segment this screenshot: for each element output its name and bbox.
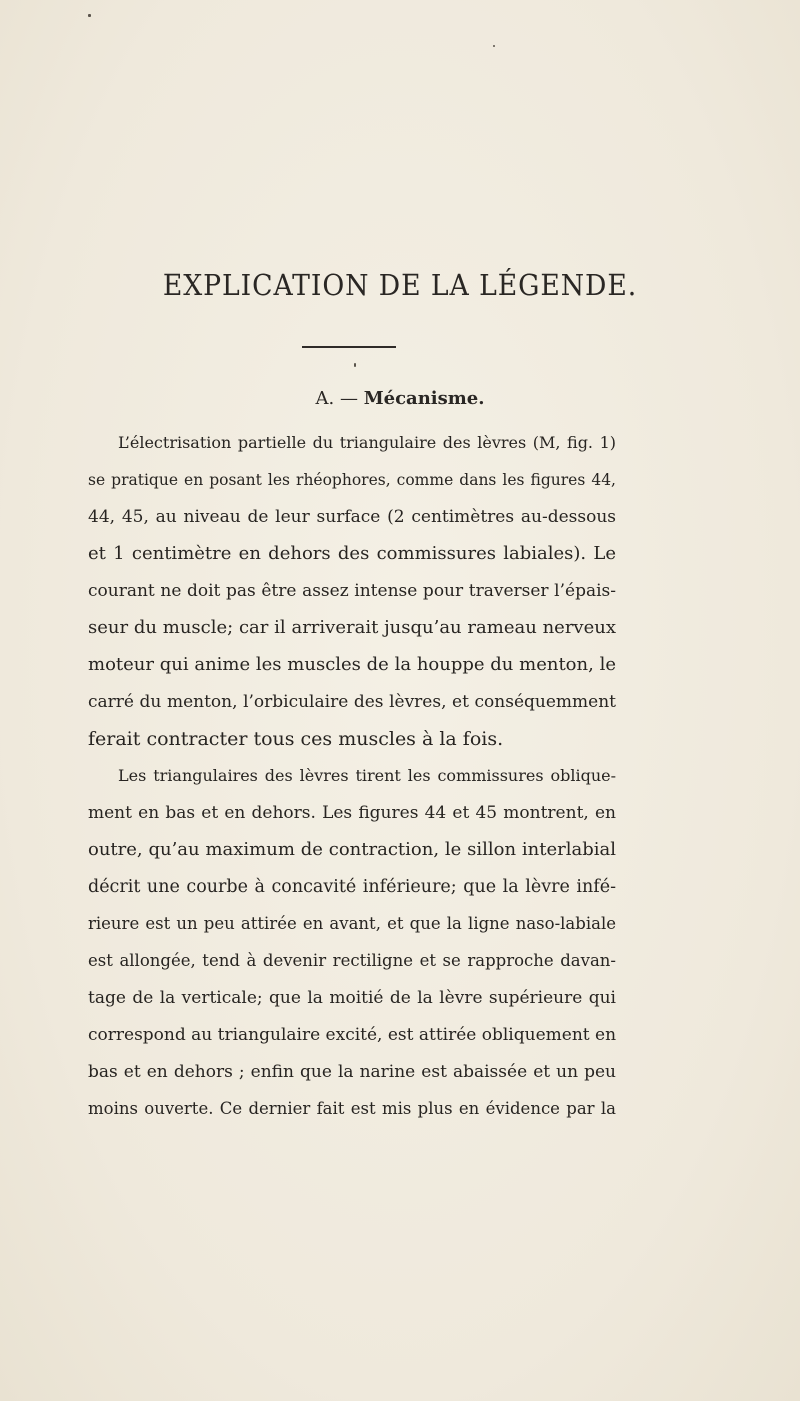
- text-line: seur du muscle; car il arriverait jusqu’au rameau nerveux: [88, 617, 616, 638]
- section-name: Mécanisme.: [363, 388, 485, 409]
- text-line: correspond au triangulaire excité, est attirée obliquement en: [88, 1025, 617, 1045]
- text-line: tage de la verticale; que la moitié de la lèvre supérieure qui: [88, 988, 616, 1008]
- text-line: outre, qu’au maximum de contraction, le sillon interlabial: [88, 839, 616, 860]
- text-line: se pratique en posant les rhéophores, comme dans les figures 44,: [88, 471, 616, 489]
- print-speck: [88, 14, 91, 17]
- text-line: décrit une courbe à concavité inférieure; que la lèvre infé-: [88, 877, 616, 897]
- section-letter: A.: [315, 388, 335, 409]
- section-heading: [0, 388, 800, 409]
- text-line: 44, 45, au niveau de leur surface (2 centimètres au-dessous: [88, 507, 616, 527]
- print-speck: [493, 45, 495, 47]
- text-line: L’électrisation partielle du triangulaire des lèvres (M, fig. 1): [118, 433, 616, 452]
- text-line: ferait contracter tous ces muscles à la fois.: [88, 728, 504, 750]
- text-line: ment en bas et en dehors. Les figures 44 et 45 montrent, en: [88, 803, 616, 823]
- text-line: carré du menton, l’orbiculaire des lèvres, et conséquemment: [88, 692, 616, 712]
- page-title: EXPLICATION DE LA LÉGENDE.: [162, 268, 638, 302]
- text-line: moins ouverte. Ce dernier fait est mis plus en évidence par la: [88, 1099, 616, 1118]
- print-speck: [354, 363, 356, 367]
- section-dash: —: [339, 388, 358, 409]
- text-line: est allongée, tend à devenir rectiligne et se rapproche davan-: [88, 951, 616, 970]
- text-line: et 1 centimètre en dehors des commissures labiales). Le: [88, 543, 616, 564]
- text-line: rieure est un peu attirée en avant, et que la ligne naso-labiale: [88, 914, 616, 933]
- text-line: Les triangulaires des lèvres tirent les commissures oblique-: [118, 766, 616, 785]
- text-line: courant ne doit pas être assez intense pour traverser l’épais-: [88, 581, 616, 601]
- title-divider: [302, 346, 396, 348]
- text-line: moteur qui anime les muscles de la houppe du menton, le: [88, 654, 616, 675]
- text-line: bas et en dehors ; enfin que la narine est abaissée et un peu: [88, 1062, 616, 1082]
